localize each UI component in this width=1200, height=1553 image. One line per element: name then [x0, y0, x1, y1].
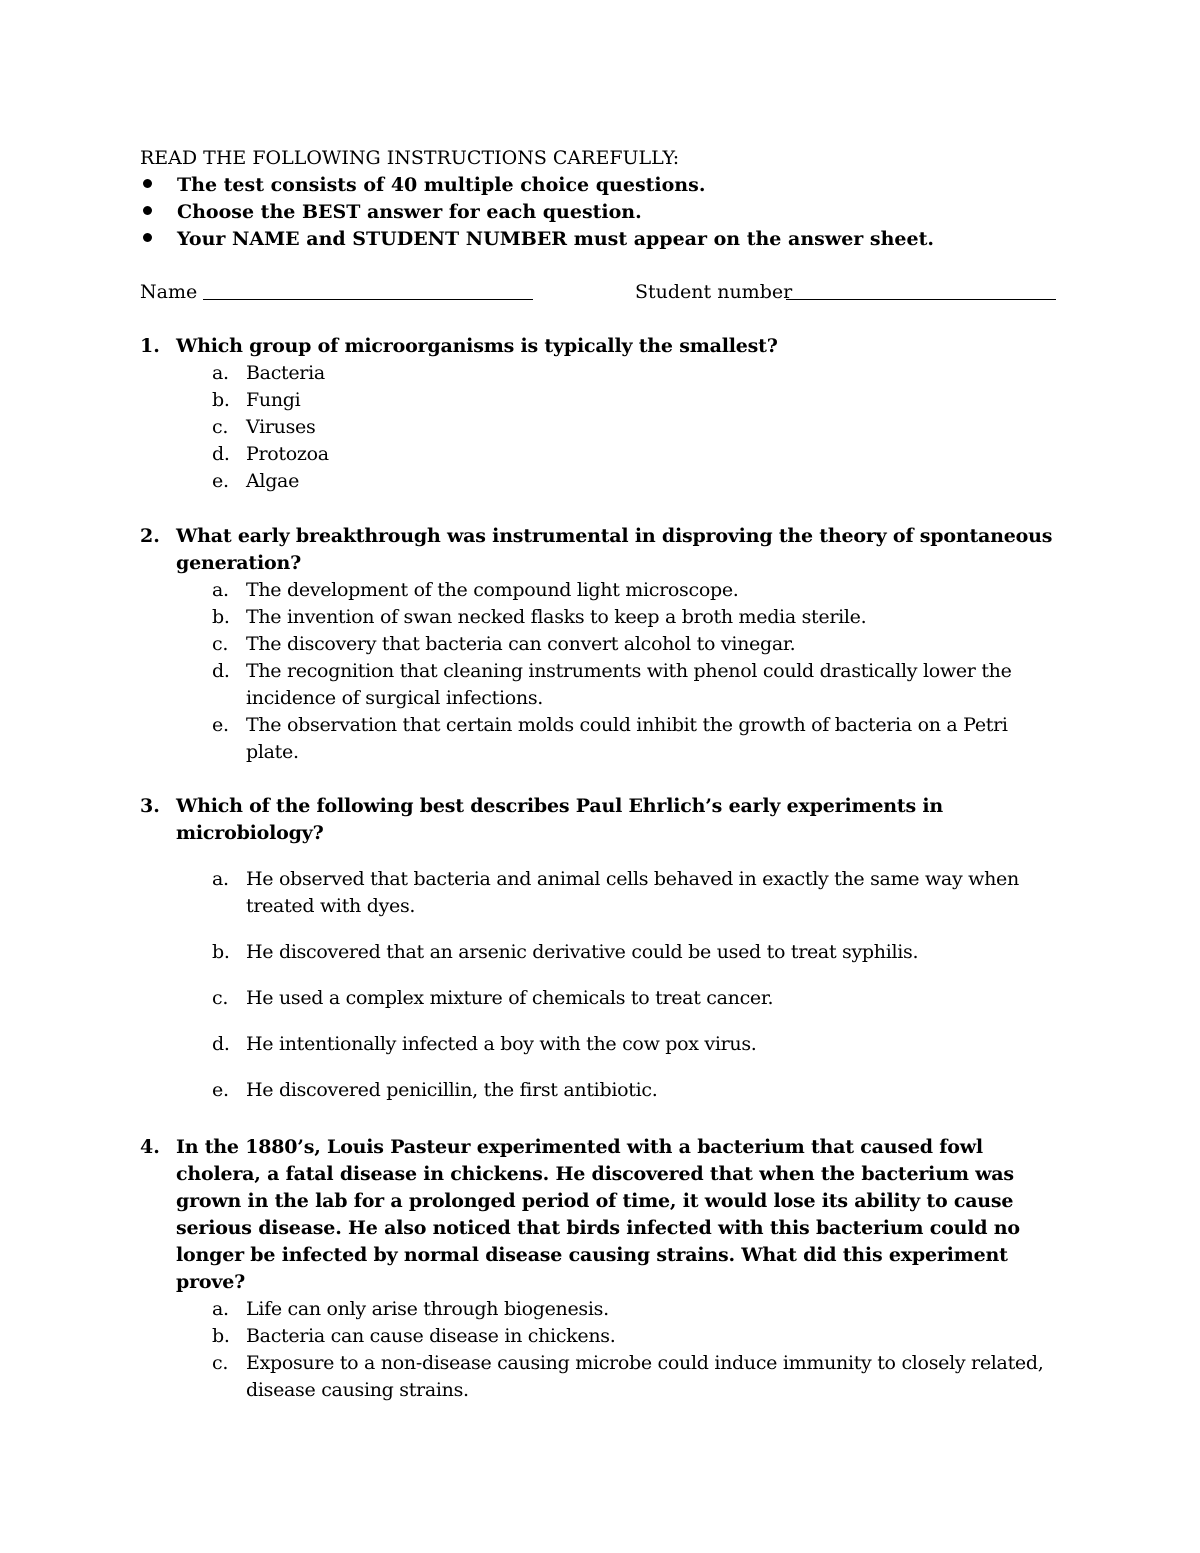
option-letter: e. — [212, 1079, 229, 1101]
options-list — [140, 577, 1060, 766]
option-text: Protozoa — [246, 443, 329, 465]
option-text: The observation that certain molds could inhibit the growth of bacteria on a Petri plate. — [246, 714, 1008, 763]
option-e — [140, 712, 1060, 766]
option-a — [140, 577, 1060, 604]
option-text: He discovered that an arsenic derivative could be used to treat syphilis. — [246, 941, 919, 963]
options-list — [140, 866, 1060, 1104]
option-letter: c. — [212, 416, 229, 438]
option-c — [140, 985, 1060, 1012]
bullet-dot-icon — [143, 206, 152, 215]
instruction-text: Your NAME and STUDENT NUMBER must appear on the answer sheet. — [177, 228, 934, 250]
option-letter: d. — [212, 660, 230, 682]
options-list — [140, 1296, 1060, 1404]
option-c — [140, 414, 1060, 441]
option-letter: b. — [212, 1325, 230, 1347]
instructions-title: READ THE FOLLOWING INSTRUCTIONS CAREFULLY: — [140, 147, 680, 169]
option-b — [140, 939, 1060, 966]
option-text: The development of the compound light microscope. — [246, 579, 739, 601]
option-letter: a. — [212, 868, 229, 890]
option-text: The discovery that bacteria can convert alcohol to vinegar. — [246, 633, 796, 655]
instruction-text: Choose the BEST answer for each question. — [177, 201, 642, 223]
option-letter: b. — [212, 606, 230, 628]
question-text: Which of the following best describes Paul Ehrlich’s early experiments in microbiology? — [176, 795, 943, 844]
option-b — [140, 1323, 1060, 1350]
option-letter: d. — [212, 443, 230, 465]
question-text: In the 1880’s, Louis Pasteur experimented with a bacterium that caused fowl cholera, a fatal disease in chickens. He discovered that when the bacterium was grown in the lab for a prolonged period of time, it would lose its ability to cause serious disease. He also noticed that birds infected with this bacterium could no longer be infected by normal disease causing strains. What did this experiment prove? — [176, 1136, 1020, 1293]
option-text: He observed that bacteria and animal cells behaved in exactly the same way when treated with dyes. — [246, 868, 1019, 917]
option-a — [140, 360, 1060, 387]
question-number: 4. — [140, 1136, 160, 1158]
option-text: Exposure to a non-disease causing microbe could induce immunity to closely related, disease causing strains. — [246, 1352, 1044, 1401]
question-number: 3. — [140, 795, 160, 817]
option-letter: d. — [212, 1033, 230, 1055]
option-text: Life can only arise through biogenesis. — [246, 1298, 609, 1320]
option-text: The recognition that cleaning instruments with phenol could drastically lower the incidence of surgical infections. — [246, 660, 1012, 709]
question-1 — [140, 333, 1060, 495]
options-list — [140, 360, 1060, 495]
option-text: Bacteria — [246, 362, 325, 384]
option-letter: c. — [212, 1352, 229, 1374]
option-letter: e. — [212, 714, 229, 736]
option-text: Bacteria can cause disease in chickens. — [246, 1325, 616, 1347]
question-number: 1. — [140, 335, 160, 357]
option-letter: e. — [212, 470, 229, 492]
name-label: Name — [140, 281, 198, 303]
option-text: He discovered penicillin, the first antibiotic. — [246, 1079, 658, 1101]
question-number: 2. — [140, 525, 160, 547]
question-text: Which group of microorganisms is typically the smallest? — [176, 335, 778, 357]
option-text: Fungi — [246, 389, 301, 411]
option-e — [140, 1077, 1060, 1104]
option-text: He intentionally infected a boy with the cow pox virus. — [246, 1033, 757, 1055]
option-text: Algae — [246, 470, 300, 492]
option-c — [140, 1350, 1060, 1404]
option-d — [140, 441, 1060, 468]
option-d — [140, 658, 1060, 712]
name-field[interactable] — [203, 299, 533, 300]
option-letter: b. — [212, 941, 230, 963]
option-letter: a. — [212, 1298, 229, 1320]
option-letter: c. — [212, 633, 229, 655]
option-letter: c. — [212, 987, 229, 1009]
option-b — [140, 387, 1060, 414]
option-c — [140, 631, 1060, 658]
student-number-field[interactable] — [786, 299, 1056, 300]
bullet-dot-icon — [143, 179, 152, 188]
option-letter: b. — [212, 389, 230, 411]
student-number-label: Student number — [635, 281, 793, 303]
question-4 — [140, 1134, 1060, 1404]
option-letter: a. — [212, 362, 229, 384]
option-text: He used a complex mixture of chemicals to treat cancer. — [246, 987, 774, 1009]
option-text: Viruses — [246, 416, 316, 438]
option-a — [140, 866, 1060, 920]
option-a — [140, 1296, 1060, 1323]
option-text: The invention of swan necked flasks to keep a broth media sterile. — [246, 606, 867, 628]
option-b — [140, 604, 1060, 631]
question-2 — [140, 523, 1060, 766]
student-info-row — [140, 280, 1060, 306]
instruction-text: The test consists of 40 multiple choice questions. — [177, 174, 706, 196]
question-3 — [140, 793, 1060, 1104]
bullet-dot-icon — [143, 233, 152, 242]
question-text: What early breakthrough was instrumental in disproving the theory of spontaneous generation? — [176, 525, 1053, 574]
option-d — [140, 1031, 1060, 1058]
option-letter: a. — [212, 579, 229, 601]
option-e — [140, 468, 1060, 495]
